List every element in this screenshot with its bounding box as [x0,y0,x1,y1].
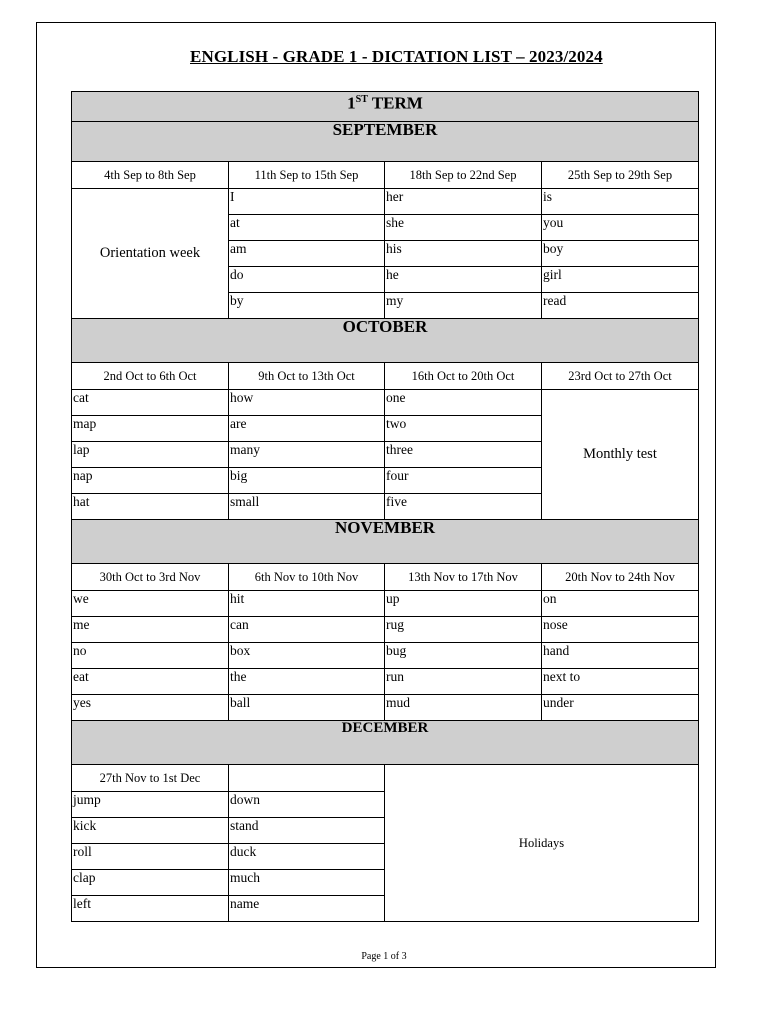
word-cell: I [229,189,385,215]
october-band [72,319,699,363]
word-cell: you [542,215,699,241]
word-cell: box [229,643,385,669]
word-cell: under [542,695,699,721]
word-cell: one [385,390,542,416]
document-title: ENGLISH - GRADE 1 - DICTATION LIST – 2023/2024 [190,47,603,66]
word-cell: on [542,591,699,617]
december-week-header [229,765,385,792]
word-cell: two [385,416,542,442]
december-heading: DECEMBER [72,721,699,765]
september-band [72,122,699,162]
december-week-header: 27th Nov to 1st Dec [72,765,229,792]
october-week-header: 23rd Oct to 27th Oct [542,363,699,390]
table-row [72,591,699,617]
word-cell: am [229,241,385,267]
word-cell: four [385,468,542,494]
word-cell: five [385,494,542,520]
november-heading: NOVEMBER [72,520,699,564]
september-week-header: 25th Sep to 29th Sep [542,162,699,189]
word-cell: next to [542,669,699,695]
september-week-row [72,162,699,189]
october-week-header: 2nd Oct to 6th Oct [72,363,229,390]
table-row [72,617,699,643]
word-cell: hat [72,494,229,520]
dictation-table [71,91,699,922]
word-cell: girl [542,267,699,293]
term-heading: 1ST TERM [72,92,699,122]
december-week-row [72,765,699,792]
word-cell: are [229,416,385,442]
word-cell: his [385,241,542,267]
page-footer: Page 1 of 3 [361,951,407,962]
word-cell: small [229,494,385,520]
november-week-header: 20th Nov to 24th Nov [542,564,699,591]
october-week-header: 9th Oct to 13th Oct [229,363,385,390]
table-row [72,695,699,721]
word-cell: we [72,591,229,617]
word-cell: boy [542,241,699,267]
november-band [72,520,699,564]
word-cell: at [229,215,385,241]
word-cell: much [229,870,385,896]
september-week-header: 11th Sep to 15th Sep [229,162,385,189]
word-cell: duck [229,844,385,870]
november-week-header: 6th Nov to 10th Nov [229,564,385,591]
word-cell: eat [72,669,229,695]
word-cell: clap [72,870,229,896]
table-row [72,189,699,215]
word-cell: by [229,293,385,319]
word-cell: my [385,293,542,319]
word-cell: rug [385,617,542,643]
word-cell: her [385,189,542,215]
table-row [72,669,699,695]
word-cell: nap [72,468,229,494]
october-week-header: 16th Oct to 20th Oct [385,363,542,390]
word-cell: nose [542,617,699,643]
word-cell: left [72,896,229,922]
word-cell: can [229,617,385,643]
october-heading: OCTOBER [72,319,699,363]
word-cell: kick [72,818,229,844]
word-cell: jump [72,792,229,818]
word-cell: me [72,617,229,643]
word-cell: run [385,669,542,695]
word-cell: three [385,442,542,468]
word-cell: roll [72,844,229,870]
table-row [72,643,699,669]
word-cell: bug [385,643,542,669]
november-week-header: 30th Oct to 3rd Nov [72,564,229,591]
word-cell: mud [385,695,542,721]
september-week-header: 4th Sep to 8th Sep [72,162,229,189]
word-cell: up [385,591,542,617]
word-cell: do [229,267,385,293]
september-heading: SEPTEMBER [72,122,699,162]
november-week-row [72,564,699,591]
october-week-row [72,363,699,390]
word-cell: read [542,293,699,319]
word-cell: down [229,792,385,818]
word-cell: ball [229,695,385,721]
word-cell: is [542,189,699,215]
term-band [72,92,699,122]
december-merged-cell: Holidays [385,765,699,922]
word-cell: hand [542,643,699,669]
word-cell: she [385,215,542,241]
october-merged-cell: Monthly test [542,390,699,520]
table-row [72,390,699,416]
september-merged-cell: Orientation week [72,189,229,319]
word-cell: big [229,468,385,494]
word-cell: the [229,669,385,695]
word-cell: hit [229,591,385,617]
word-cell: stand [229,818,385,844]
december-band [72,721,699,765]
november-week-header: 13th Nov to 17th Nov [385,564,542,591]
word-cell: name [229,896,385,922]
word-cell: no [72,643,229,669]
word-cell: yes [72,695,229,721]
word-cell: many [229,442,385,468]
word-cell: he [385,267,542,293]
word-cell: how [229,390,385,416]
word-cell: cat [72,390,229,416]
september-week-header: 18th Sep to 22nd Sep [385,162,542,189]
word-cell: map [72,416,229,442]
word-cell: lap [72,442,229,468]
